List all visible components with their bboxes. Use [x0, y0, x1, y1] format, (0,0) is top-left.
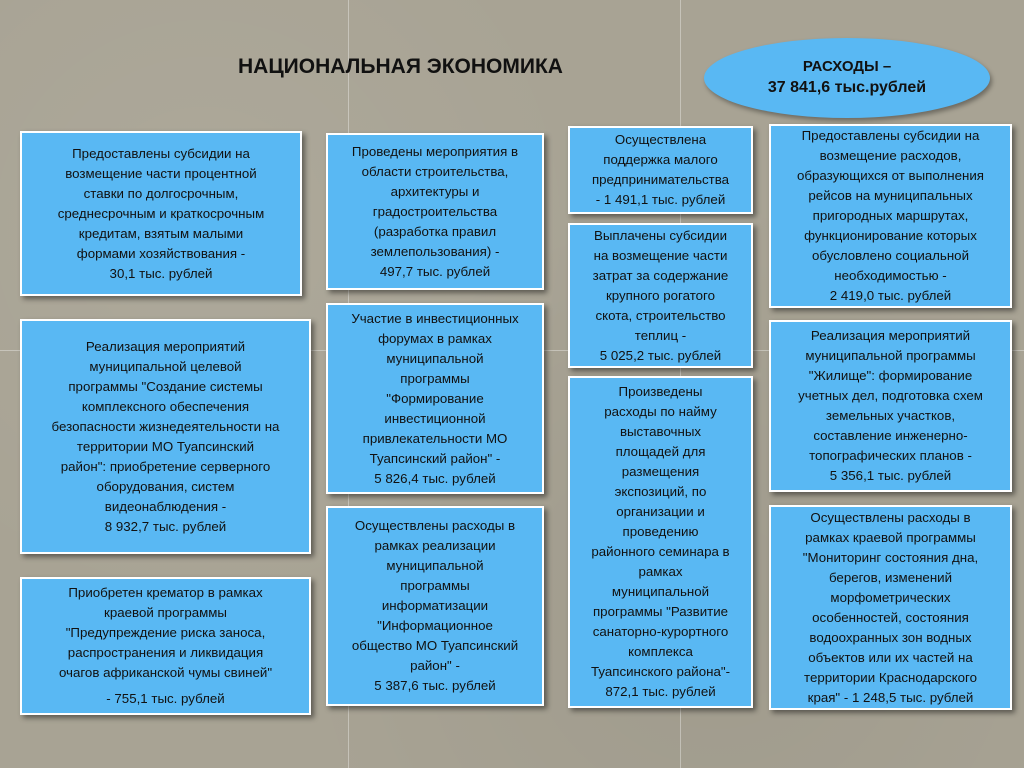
- box-text-line: 5 826,4 тыс. рублей: [374, 470, 496, 486]
- box-text-line: территории Краснодарского: [804, 669, 977, 685]
- box-text-line: водоохранных зон водных: [809, 629, 972, 645]
- box-text-line: размещения: [621, 464, 700, 479]
- box-text-line: программы: [400, 578, 470, 593]
- box-text-line: "Предупреждение риска заноса,: [65, 625, 266, 640]
- box-text-line: 8 932,7 тыс. рублей: [104, 518, 227, 534]
- small-business-box: [568, 126, 753, 214]
- box-text-line: комплекса: [628, 644, 693, 659]
- box-text-line: рамках краевой программы: [805, 529, 976, 545]
- box-text-line: муниципальной: [611, 584, 710, 599]
- box-text-line: муниципальной: [386, 558, 484, 573]
- box-text-line: информатизации: [381, 598, 489, 613]
- box-text-line: 30,1 тыс. рублей: [109, 265, 213, 281]
- box-text-line: крупного рогатого: [605, 287, 716, 303]
- box-text-line: экспозиций, по: [614, 484, 707, 499]
- box-text-line: земельных участков,: [825, 408, 956, 423]
- box-text-line: Произведены: [618, 384, 703, 399]
- box-text-line: 5 025,2 тыс. рублей: [599, 347, 722, 363]
- box-text-line: 497,7 тыс. рублей: [379, 263, 491, 279]
- expenses-total-ellipse: [704, 38, 990, 118]
- cattle-subsidy-box: [568, 223, 753, 368]
- box-text-line: затрат за содержание: [592, 267, 729, 283]
- box-text-line: возмещение части процентной: [65, 165, 257, 181]
- box-text-line: территории МО Туапсинский: [76, 438, 255, 454]
- box-text-line: оборудования, систем: [96, 478, 235, 494]
- box-text-line: Приобретен крематор в рамках: [68, 585, 263, 600]
- crematorium-box: [20, 577, 311, 715]
- safety-program-box: [20, 319, 311, 554]
- box-text-line: "Мониторинг состояния дна,: [802, 549, 979, 565]
- box-text-line: Осуществлены расходы в: [354, 518, 516, 533]
- box-text-line: Проведены мероприятия в: [351, 143, 519, 159]
- exhibition-box: [568, 376, 753, 708]
- box-text-line: привлекательности МО: [362, 430, 508, 446]
- subsidy-interest-rate-box: [20, 131, 302, 296]
- box-text-line: на возмещение части: [593, 247, 728, 263]
- box-text-line: инвестиционной: [384, 410, 486, 426]
- box-text-line: видеонаблюдения -: [104, 498, 227, 514]
- box-text-line: выставочных: [619, 424, 702, 439]
- box-text-line: санаторно-курортного: [592, 624, 729, 639]
- box-text-line: 2 419,0 тыс. рублей: [829, 288, 952, 303]
- box-text-line: архитектуры и: [390, 183, 480, 199]
- expenses-value: 37 841,6 тыс.рублей: [767, 79, 927, 96]
- box-text-line: пригородных маршрутах,: [812, 208, 969, 223]
- box-text-line: муниципальной программы: [805, 348, 976, 363]
- box-text-line: теплиц -: [634, 327, 687, 343]
- water-monitoring-box: [769, 505, 1012, 710]
- box-text-line: форумах в рамках: [378, 330, 492, 346]
- box-value: - 755,1 тыс. рублей: [106, 691, 225, 706]
- box-text-line: Туапсинского района"-: [590, 664, 731, 679]
- box-text-line: краевой программы: [104, 605, 227, 620]
- box-text-line: области строительства,: [361, 163, 509, 179]
- box-text-line: возмещение расходов,: [819, 148, 962, 163]
- box-text-line: Предоставлены субсидии на: [72, 145, 250, 161]
- box-text-line: очагов африканской чумы свиней": [58, 665, 273, 680]
- box-text-line: функционирование которых: [804, 228, 977, 243]
- box-text-line: образующихся от выполнения: [797, 168, 984, 183]
- box-text-line: среднесрочным и краткосрочным: [57, 205, 265, 221]
- box-text-line: расходы по найму: [604, 404, 717, 419]
- investment-forums-box: [326, 303, 544, 494]
- box-text-line: Осуществлены расходы в: [810, 509, 971, 525]
- box-text-line: особенностей, состояния: [812, 609, 969, 625]
- box-text-line: муниципальной целевой: [89, 358, 242, 374]
- box-text-line: Осуществлена: [614, 132, 707, 147]
- box-text-line: распространения и ликвидация: [67, 645, 264, 660]
- box-text-line: объектов или их частей на: [808, 649, 973, 665]
- box-text-line: учетных дел, подготовка схем: [798, 388, 983, 403]
- page-title: НАЦИОНАЛЬНАЯ ЭКОНОМИКА: [238, 55, 563, 78]
- box-text-line: 5 387,6 тыс. рублей: [374, 678, 496, 693]
- box-text-line: скота, строительство: [595, 307, 726, 323]
- box-text-line: программы "Развитие: [592, 604, 729, 619]
- box-text-line: площадей для: [615, 444, 706, 459]
- box-text-line: 872,1 тыс. рублей: [605, 684, 716, 699]
- construction-box: [326, 133, 544, 290]
- box-text-line: 5 356,1 тыс. рублей: [829, 468, 952, 483]
- box-text-line: поддержка малого: [603, 152, 718, 167]
- box-text-line: рейсов на муниципальных: [808, 188, 973, 203]
- box-text-line: рамках: [638, 564, 683, 579]
- box-text-line: проведению: [622, 524, 699, 539]
- box-text-line: землепользования) -: [370, 243, 500, 259]
- box-text-line: Участие в инвестиционных: [351, 310, 519, 326]
- box-text-line: края" - 1 248,5 тыс. рублей: [807, 689, 974, 705]
- box-text-line: "Жилище": формирование: [808, 368, 973, 383]
- box-text-line: (разработка правил: [373, 223, 497, 239]
- box-text-line: муниципальной: [386, 350, 484, 366]
- box-text-line: Реализация мероприятий: [85, 338, 246, 354]
- box-text-line: топографических планов -: [809, 448, 972, 463]
- box-text-line: рамках реализации: [374, 538, 496, 553]
- box-text-line: "Формирование: [386, 390, 484, 406]
- box-text-line: кредитам, взятым малыми: [78, 225, 244, 241]
- transport-subsidy-box: [769, 124, 1012, 308]
- box-text-line: район": приобретение серверного: [60, 458, 271, 474]
- box-text-line: общество МО Туапсинский: [351, 638, 519, 653]
- box-text-line: районного семинара в: [591, 544, 730, 559]
- box-text-line: Предоставлены субсидии на: [801, 128, 980, 143]
- housing-program-box: [769, 320, 1012, 492]
- box-text-line: берегов, изменений: [828, 569, 953, 585]
- box-text-line: безопасности жизнедеятельности на: [51, 418, 280, 434]
- box-text-line: комплексного обеспечения: [81, 398, 250, 414]
- box-text-line: "Информационное: [377, 618, 493, 633]
- box-text-line: необходимостью -: [834, 268, 947, 283]
- informatization-box: [326, 506, 544, 706]
- box-text-line: формами хозяйствования -: [76, 245, 246, 261]
- box-text-line: составление инженерно-: [813, 428, 968, 443]
- box-text-line: градостроительства: [372, 203, 498, 219]
- box-text-line: программы "Создание системы: [68, 378, 263, 394]
- box-text-line: Реализация мероприятий: [810, 328, 971, 343]
- box-text-line: предпринимательства: [591, 172, 730, 187]
- box-text-line: ставки по долгосрочным,: [83, 185, 239, 201]
- box-text-line: программы: [400, 370, 470, 386]
- box-text-line: обусловлено социальной: [812, 248, 969, 263]
- box-text-line: Туапсинский район" -: [369, 450, 501, 466]
- box-text-line: район" -: [410, 658, 460, 673]
- box-text-line: морфометрических: [830, 589, 951, 605]
- box-text-line: организации и: [616, 504, 705, 519]
- box-text-line: - 1 491,1 тыс. рублей: [595, 192, 726, 207]
- expenses-label: РАСХОДЫ –: [802, 58, 892, 75]
- box-text-line: Выплачены субсидии: [593, 227, 727, 243]
